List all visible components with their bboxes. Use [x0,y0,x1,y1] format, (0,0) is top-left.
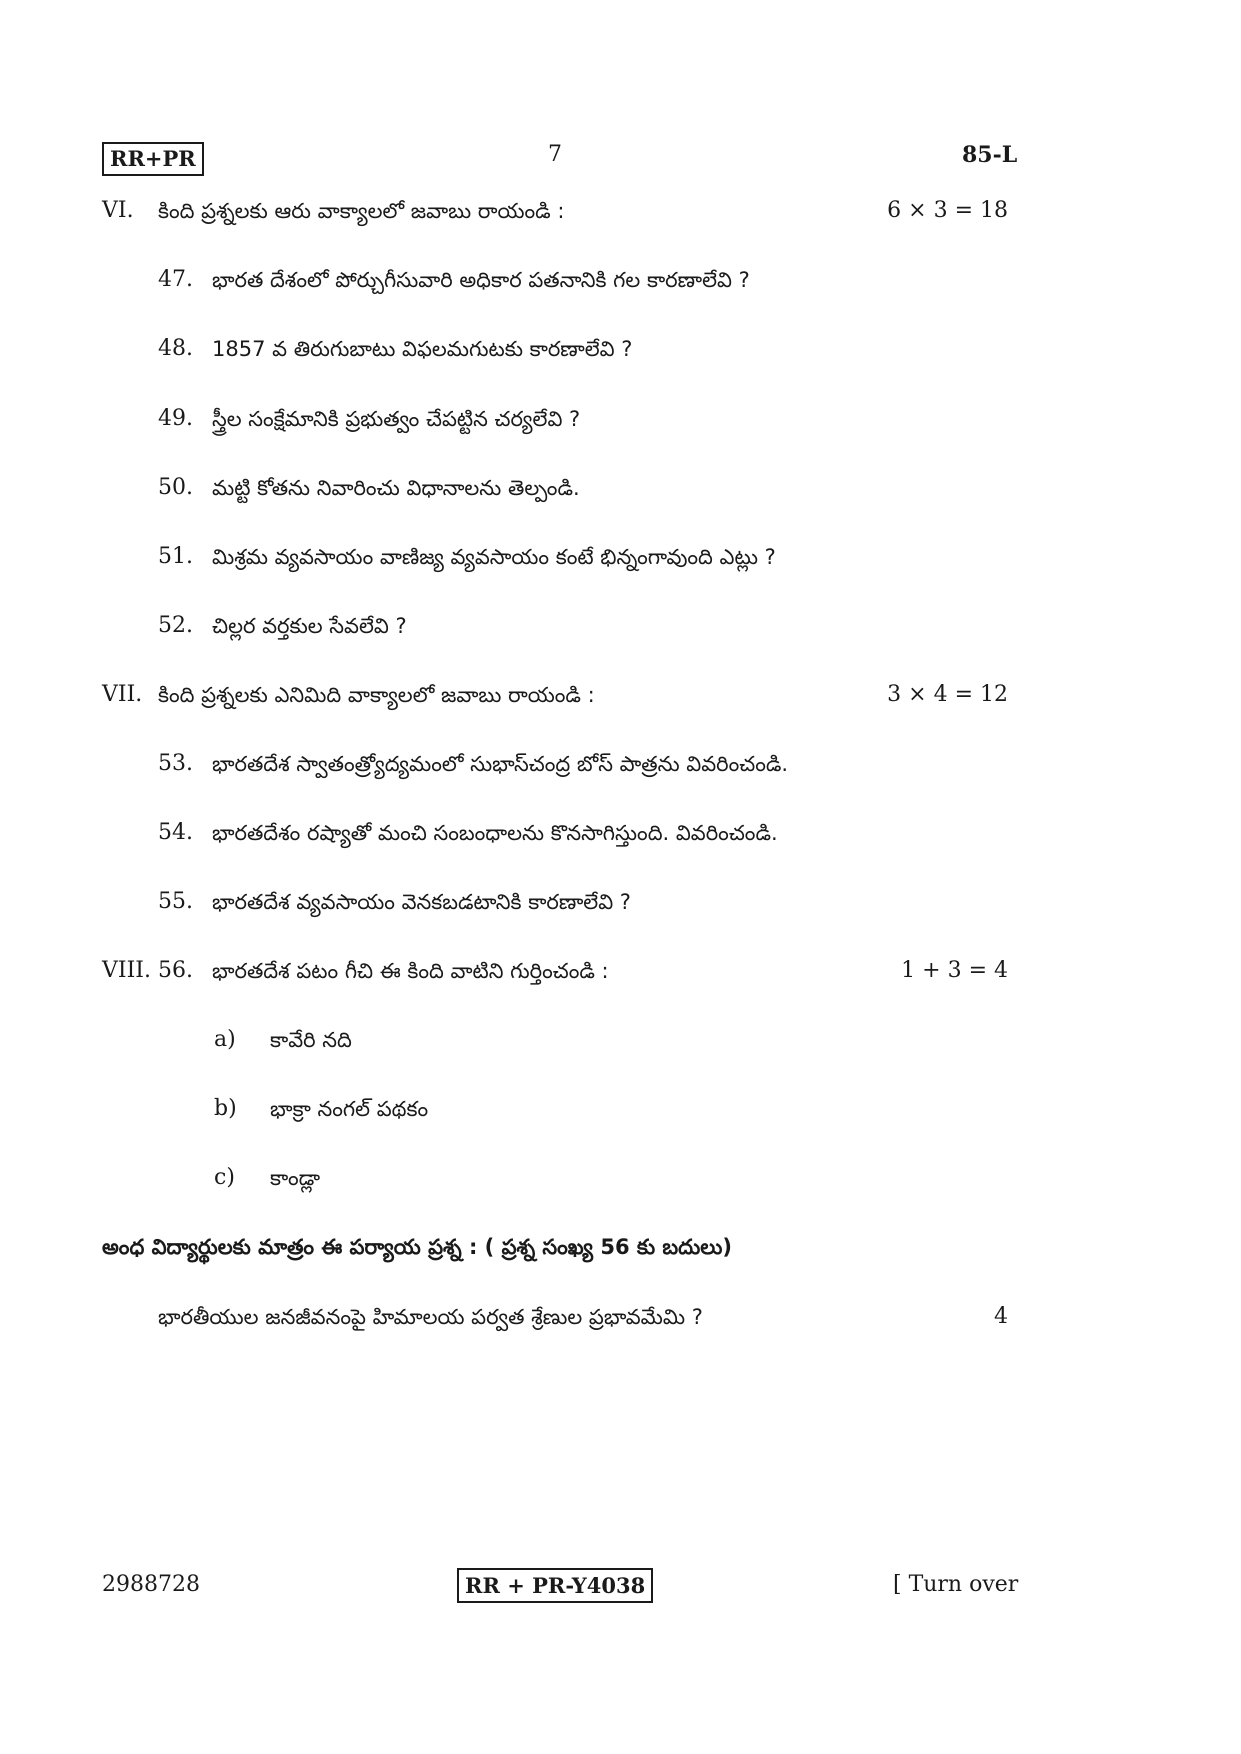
question-number: 52. [158,613,193,638]
question-number: 55. [158,889,193,914]
page-number: 7 [548,142,562,167]
question-text: మిశ్రమ వ్యవసాయం వాణిజ్య వ్యవసాయం కంటే భిన్నంగావుంది ఎట్లు ? [212,545,776,569]
question-number: 49. [158,406,193,431]
question-text: 1857 వ తిరుగుబాటు విఫలమగుటకు కారణాలేవి ? [212,337,633,361]
alternate-marks: 4 [994,1304,1008,1329]
sub-item-text: భాక్రా నంగల్ పథకం [270,1097,429,1121]
question-number: 53. [158,751,193,776]
section-marks: 1 + 3 = 4 [901,958,1008,983]
question-text: భారత దేశంలో పోర్చుగీసువారి అధికార పతనానికి గల కారణాలేవి ? [212,268,750,292]
question-number: 51. [158,544,193,569]
alternate-question [158,1302,1008,1332]
question-text: స్త్రీల సంక్షేమానికి ప్రభుత్వం చేపట్టిన చర్యలేవి ? [212,407,581,431]
question-number: 50. [158,475,193,500]
section-roman: VI. [102,198,134,223]
header-code-box: RR+PR [102,142,204,176]
question-text: మట్టి కోతను నివారించు విధానాలను తెల్పండి. [212,476,580,500]
section-roman: VIII. 56. [102,958,193,983]
section-marks: 3 × 4 = 12 [887,682,1008,707]
alternate-note [102,1232,732,1263]
section-roman: VII. [102,682,143,707]
footer-serial: 2988728 [102,1572,200,1597]
section-instruction: భారతదేశ పటం గీచి ఈ కింది వాటిని గుర్తించండి : [212,959,609,983]
question-number: 48. [158,336,193,361]
section-heading [102,196,1008,226]
section-instruction: కింది ప్రశ్నలకు ఎనిమిది వాక్యాలలో జవాబు రాయండి : [158,683,595,707]
sub-item-label: a) [214,1027,236,1052]
alternate-note-text: అంధ విద్యార్థులకు మాత్రం ఈ పర్యాయ ప్రశ్న : ( ప్రశ్న సంఖ్య 56 కు బదులు) [102,1235,733,1259]
section-instruction: కింది ప్రశ్నలకు ఆరు వాక్యాలలో జవాబు రాయండి : [158,199,565,223]
question-number: 47. [158,267,193,292]
question-text: భారతదేశ వ్యవసాయం వెనకబడటానికి కారణాలేవి ? [212,890,631,914]
question-text: చిల్లర వర్తకుల సేవలేవి ? [212,614,407,638]
section-marks: 6 × 3 = 18 [887,198,1008,223]
sub-item-text: కావేరి నది [270,1028,352,1052]
footer-code-box: RR + PR-Y4038 [457,1568,653,1603]
sub-item-label: c) [214,1165,235,1190]
paper-code: 85-L [962,142,1018,168]
question-text: భారతదేశం రష్యాతో మంచి సంబంధాలను కొనసాగిస్తుంది. వివరించండి. [212,821,778,845]
sub-item-label: b) [214,1096,237,1121]
section-heading [102,956,1008,986]
question-number: 54. [158,820,193,845]
section-heading [102,680,1008,710]
alternate-question-text: భారతీయుల జనజీవనంపై హిమాలయ పర్వత శ్రేణుల ప్రభావమేమి ? [158,1305,703,1329]
footer-turn-over: [ Turn over [893,1572,1019,1597]
question-text: భారతదేశ స్వాతంత్ర్యోద్యమంలో సుభాస్‌చంద్ర బోస్ పాత్రను వివరించండి. [212,752,789,776]
sub-item-text: కాండ్లా [270,1166,321,1190]
